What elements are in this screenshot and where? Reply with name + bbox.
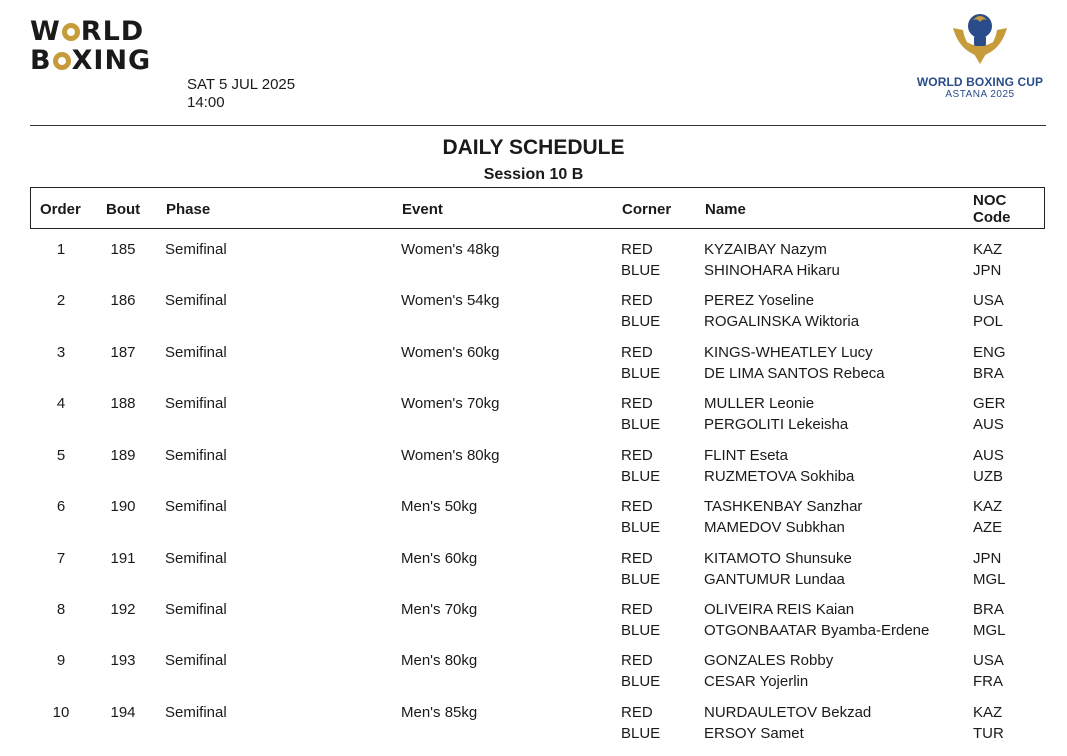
- event-cell: Women's 80kg: [401, 447, 500, 464]
- blue-noc-code: JPN: [973, 261, 1002, 279]
- col-header-noc: NOC Code: [973, 192, 1011, 226]
- order-cell: 10: [52, 704, 70, 721]
- col-header-name: Name: [705, 201, 746, 218]
- corner-red-cell: RED: [621, 601, 653, 618]
- event-cell: Women's 70kg: [401, 395, 500, 412]
- order-cell: 2: [56, 292, 66, 309]
- corner-red-cell: RED: [621, 447, 653, 464]
- corner-blue-cell: BLUE: [621, 261, 661, 279]
- session-date: SAT 5 JUL 2025: [187, 76, 296, 93]
- corner-red-cell: RED: [621, 550, 653, 567]
- red-noc-code: BRA: [973, 601, 1004, 618]
- phase-cell: Semifinal: [165, 704, 227, 721]
- bout-cell: 185: [110, 241, 136, 258]
- corner-blue-cell: BLUE: [621, 672, 661, 690]
- red-boxer-name: TASHKENBAY Sanzhar: [704, 498, 863, 515]
- table-row: [0, 446, 1067, 488]
- corner-blue-cell: BLUE: [621, 518, 661, 536]
- blue-boxer-name: OTGONBAATAR Byamba-Erdene: [704, 621, 930, 639]
- red-noc-code: KAZ: [973, 241, 1003, 258]
- phase-cell: Semifinal: [165, 652, 227, 669]
- col-header-event: Event: [402, 201, 443, 218]
- table-row: [0, 651, 1067, 693]
- event-cell: Women's 60kg: [401, 344, 500, 361]
- event-cell: Women's 48kg: [401, 241, 500, 258]
- red-boxer-name: PEREZ Yoseline: [704, 292, 815, 309]
- session-datetime: [187, 76, 295, 112]
- col-header-order: Order: [40, 201, 81, 218]
- blue-boxer-name: PERGOLITI Lekeisha: [704, 415, 849, 433]
- col-header-corner: Corner: [622, 201, 672, 218]
- order-cell: 8: [56, 601, 66, 618]
- order-cell: 6: [56, 498, 66, 515]
- corner-red-cell: RED: [621, 652, 653, 669]
- corner-blue-cell: BLUE: [621, 570, 661, 588]
- red-boxer-name: KITAMOTO Shunsuke: [704, 550, 852, 567]
- bout-cell: 187: [110, 344, 136, 361]
- red-boxer-name: OLIVEIRA REIS Kaian: [704, 601, 855, 618]
- blue-noc-code: MGL: [973, 621, 1006, 639]
- event-cell: Men's 60kg: [401, 550, 478, 567]
- phase-cell: Semifinal: [165, 292, 227, 309]
- logo-ring-icon: [53, 52, 71, 70]
- event-cell: Men's 85kg: [401, 704, 478, 721]
- order-cell: 9: [56, 652, 66, 669]
- cup-title: WORLD BOXING CUP: [916, 75, 1044, 89]
- table-row: [0, 703, 1067, 745]
- corner-red-cell: RED: [621, 704, 653, 721]
- world-boxing-cup-logo: [910, 6, 1050, 100]
- blue-noc-code: POL: [973, 312, 1004, 330]
- blue-noc-code: TUR: [973, 724, 1004, 742]
- phase-cell: Semifinal: [165, 395, 227, 412]
- phase-cell: Semifinal: [165, 241, 227, 258]
- red-noc-code: GER: [973, 395, 1006, 412]
- event-cell: Women's 54kg: [401, 292, 500, 309]
- blue-noc-code: AZE: [973, 518, 1003, 536]
- table-header: [30, 187, 1045, 229]
- blue-boxer-name: DE LIMA SANTOS Rebeca: [704, 364, 885, 382]
- corner-red-cell: RED: [621, 395, 653, 412]
- order-cell: 3: [56, 344, 66, 361]
- red-boxer-name: KINGS-WHEATLEY Lucy: [704, 344, 873, 361]
- blue-noc-code: FRA: [973, 672, 1003, 690]
- logo-word-boxing: B XING: [30, 45, 152, 76]
- blue-boxer-name: SHINOHARA Hikaru: [704, 261, 840, 279]
- document-title: DAILY SCHEDULE: [442, 136, 625, 159]
- blue-noc-code: BRA: [973, 364, 1004, 382]
- col-header-bout: Bout: [106, 201, 141, 218]
- bout-cell: 190: [110, 498, 136, 515]
- blue-boxer-name: CESAR Yojerlin: [704, 672, 809, 690]
- session-time: 14:00: [187, 94, 225, 111]
- blue-boxer-name: ERSOY Samet: [704, 724, 804, 742]
- corner-red-cell: RED: [621, 498, 653, 515]
- bout-cell: 189: [110, 447, 136, 464]
- logo-word-world: W RLD: [30, 16, 145, 47]
- corner-blue-cell: BLUE: [621, 724, 661, 742]
- phase-cell: Semifinal: [165, 344, 227, 361]
- red-noc-code: USA: [973, 652, 1004, 669]
- table-row: [0, 497, 1067, 539]
- table-row: [0, 240, 1067, 282]
- bout-cell: 193: [110, 652, 136, 669]
- event-cell: Men's 70kg: [401, 601, 478, 618]
- corner-blue-cell: BLUE: [621, 467, 661, 485]
- corner-blue-cell: BLUE: [621, 621, 661, 639]
- bout-cell: 186: [110, 292, 136, 309]
- order-cell: 5: [56, 447, 66, 464]
- col-header-phase: Phase: [166, 201, 211, 218]
- phase-cell: Semifinal: [165, 498, 227, 515]
- red-noc-code: KAZ: [973, 704, 1003, 721]
- cup-emblem-icon: [945, 6, 1015, 68]
- header-divider: [30, 125, 1046, 126]
- table-row: [0, 549, 1067, 591]
- order-cell: 1: [56, 241, 66, 258]
- phase-cell: Semifinal: [165, 447, 227, 464]
- phase-cell: Semifinal: [165, 601, 227, 618]
- blue-noc-code: MGL: [973, 570, 1006, 588]
- corner-red-cell: RED: [621, 292, 653, 309]
- corner-blue-cell: BLUE: [621, 364, 661, 382]
- world-boxing-logo: [30, 18, 200, 78]
- blue-boxer-name: GANTUMUR Lundaa: [704, 570, 845, 588]
- blue-noc-code: UZB: [973, 467, 1003, 485]
- red-noc-code: AUS: [973, 447, 1004, 464]
- event-cell: Men's 80kg: [401, 652, 478, 669]
- red-noc-code: JPN: [973, 550, 1002, 567]
- session-label: Session 10 B: [483, 166, 584, 183]
- order-cell: 4: [56, 395, 66, 412]
- corner-red-cell: RED: [621, 344, 653, 361]
- corner-blue-cell: BLUE: [621, 415, 661, 433]
- red-noc-code: ENG: [973, 344, 1006, 361]
- corner-red-cell: RED: [621, 241, 653, 258]
- red-boxer-name: FLINT Eseta: [704, 447, 788, 464]
- phase-cell: Semifinal: [165, 550, 227, 567]
- red-boxer-name: GONZALES Robby: [704, 652, 834, 669]
- corner-blue-cell: BLUE: [621, 312, 661, 330]
- red-boxer-name: NURDAULETOV Bekzad: [704, 704, 872, 721]
- blue-boxer-name: MAMEDOV Subkhan: [704, 518, 845, 536]
- table-row: [0, 600, 1067, 642]
- logo-ring-icon: [62, 23, 80, 41]
- event-cell: Men's 50kg: [401, 498, 478, 515]
- blue-noc-code: AUS: [973, 415, 1004, 433]
- table-row: [0, 291, 1067, 333]
- table-row: [0, 343, 1067, 385]
- order-cell: 7: [56, 550, 66, 567]
- bout-cell: 188: [110, 395, 136, 412]
- blue-boxer-name: RUZMETOVA Sokhiba: [704, 467, 855, 485]
- table-row: [0, 394, 1067, 436]
- red-noc-code: KAZ: [973, 498, 1003, 515]
- bout-cell: 191: [110, 550, 136, 567]
- bout-cell: 194: [110, 704, 136, 721]
- bout-cell: 192: [110, 601, 136, 618]
- red-boxer-name: KYZAIBAY Nazym: [704, 241, 827, 258]
- red-noc-code: USA: [973, 292, 1004, 309]
- blue-boxer-name: ROGALINSKA Wiktoria: [704, 312, 860, 330]
- red-boxer-name: MULLER Leonie: [704, 395, 815, 412]
- cup-subtitle: ASTANA 2025: [945, 89, 1015, 100]
